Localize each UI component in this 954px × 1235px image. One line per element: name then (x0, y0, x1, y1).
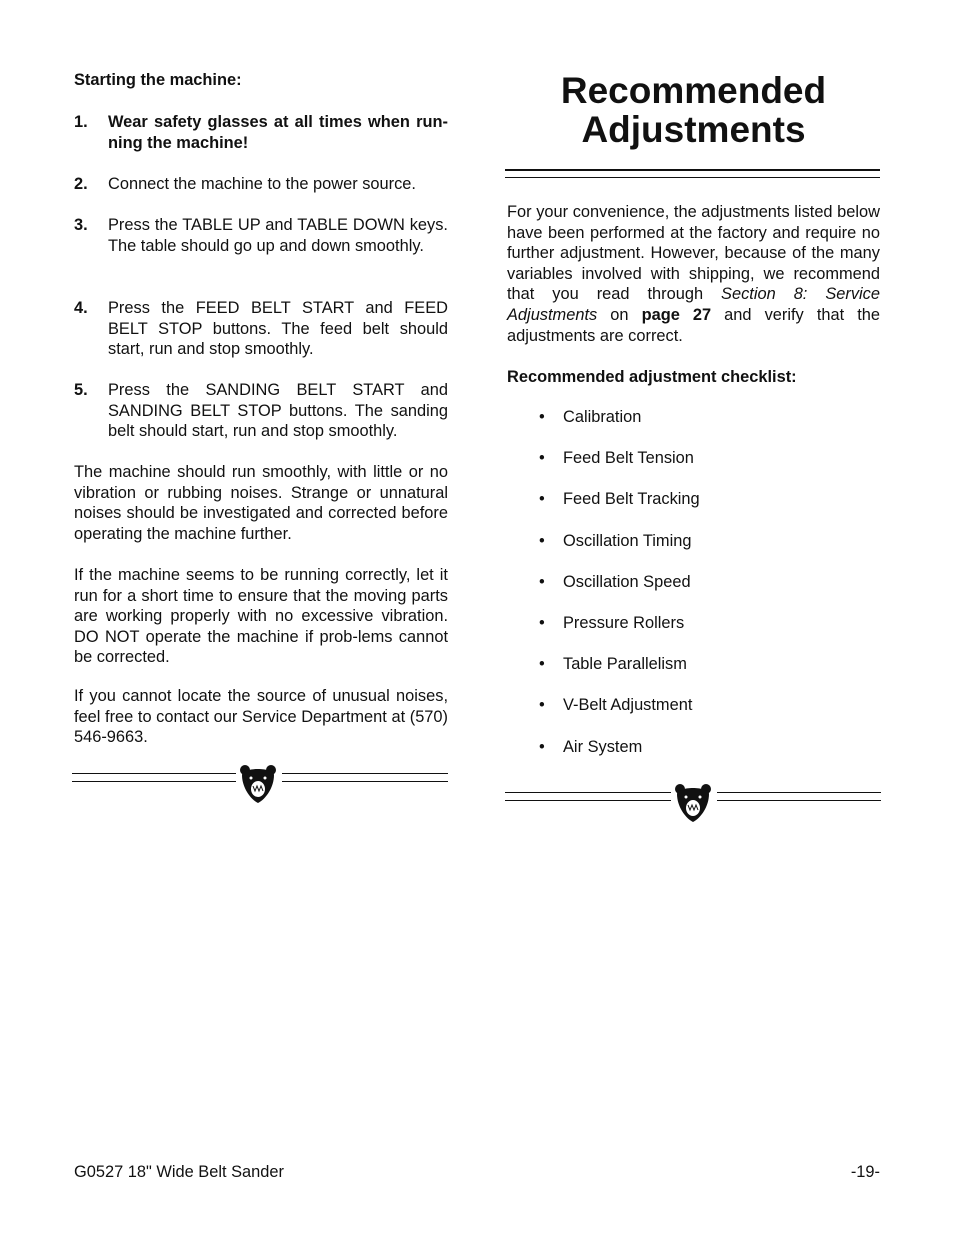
paragraph-contact-service: If you cannot locate the source of unusual noises, feel free to contact our Service Department at (570) 546-9663. (74, 687, 448, 747)
page-title (507, 71, 880, 149)
checklist-item: • Table Parallelism (539, 654, 700, 695)
bear-logo-icon (238, 763, 278, 805)
step-number: 4. (74, 299, 88, 317)
section-end-divider (505, 782, 881, 824)
paragraph-running-correctly: If the machine seems to be running correctly, let it run for a short time to ensure that the moving parts are working properly with no excessive vibration. DO NOT operate the machine if prob-lems cannot be corrected. (74, 566, 448, 667)
intro-text: For your convenience, the adjustments listed below have been performed at the factory and require no further adjustment. However, because of the many variables involved with shipping, we recommend that you read through (507, 203, 880, 304)
footer-model: G0527 18" Wide Belt Sander (74, 1163, 284, 1181)
step-4 (74, 298, 448, 360)
step-text: Connect the machine to the power source. (108, 175, 416, 193)
divider-line (72, 773, 236, 782)
step-number: 2. (74, 175, 88, 193)
divider-line (717, 792, 881, 801)
intro-paragraph (507, 202, 880, 346)
divider-line (282, 773, 448, 782)
step-text: Press the FEED BELT START and FEED BELT STOP buttons. The feed belt should start, run and stop smoothly. (108, 299, 448, 359)
section-reference: Section 8: Service Adjustments (507, 285, 880, 324)
step-number: 1. (74, 113, 88, 131)
step-text: Press the SANDING BELT START and SANDING BELT STOP buttons. The sanding belt should start, run and stop smoothly. (108, 381, 448, 441)
divider-line (505, 792, 671, 801)
checklist-item: • Pressure Rollers (539, 613, 700, 654)
step-1 (74, 112, 448, 153)
footer-page-number: -19- (850, 1163, 880, 1181)
checklist-item: • Oscillation Timing (539, 531, 700, 572)
step-5 (74, 380, 448, 442)
section-end-divider (72, 763, 448, 805)
page-reference: page 27 (641, 305, 712, 324)
intro-text: on (597, 305, 642, 324)
intro-text: and verify that the adjustments are correct. (507, 305, 880, 345)
step-text: Wear safety glasses at all times when run-ning the machine! (108, 113, 448, 152)
step-number: 5. (74, 381, 88, 399)
checklist-item: • Feed Belt Tracking (539, 489, 700, 530)
title-line-2: Adjustments (581, 109, 806, 150)
adjustment-checklist (539, 407, 700, 778)
step-2 (74, 174, 448, 195)
checklist-item: • Calibration (539, 407, 700, 448)
bear-logo-icon (673, 782, 713, 824)
checklist-item: • V-Belt Adjustment (539, 695, 700, 736)
title-rule (505, 169, 880, 178)
checklist-item: • Air System (539, 737, 700, 778)
checklist-item: • Feed Belt Tension (539, 448, 700, 489)
checklist-item: • Oscillation Speed (539, 572, 700, 613)
title-line-1: Recommended (560, 70, 827, 111)
checklist-heading: Recommended adjustment checklist: (507, 368, 797, 386)
step-number: 3. (74, 216, 88, 234)
paragraph-running-smoothly: The machine should run smoothly, with little or no vibration or rubbing noises. Strange or unnatural noises should be investigated and corrected before operating the machine further. (74, 463, 448, 543)
section-heading-starting: Starting the machine: (74, 71, 242, 89)
step-text: Press the TABLE UP and TABLE DOWN keys. The table should go up and down smoothly. (108, 216, 448, 255)
step-3 (74, 215, 448, 256)
